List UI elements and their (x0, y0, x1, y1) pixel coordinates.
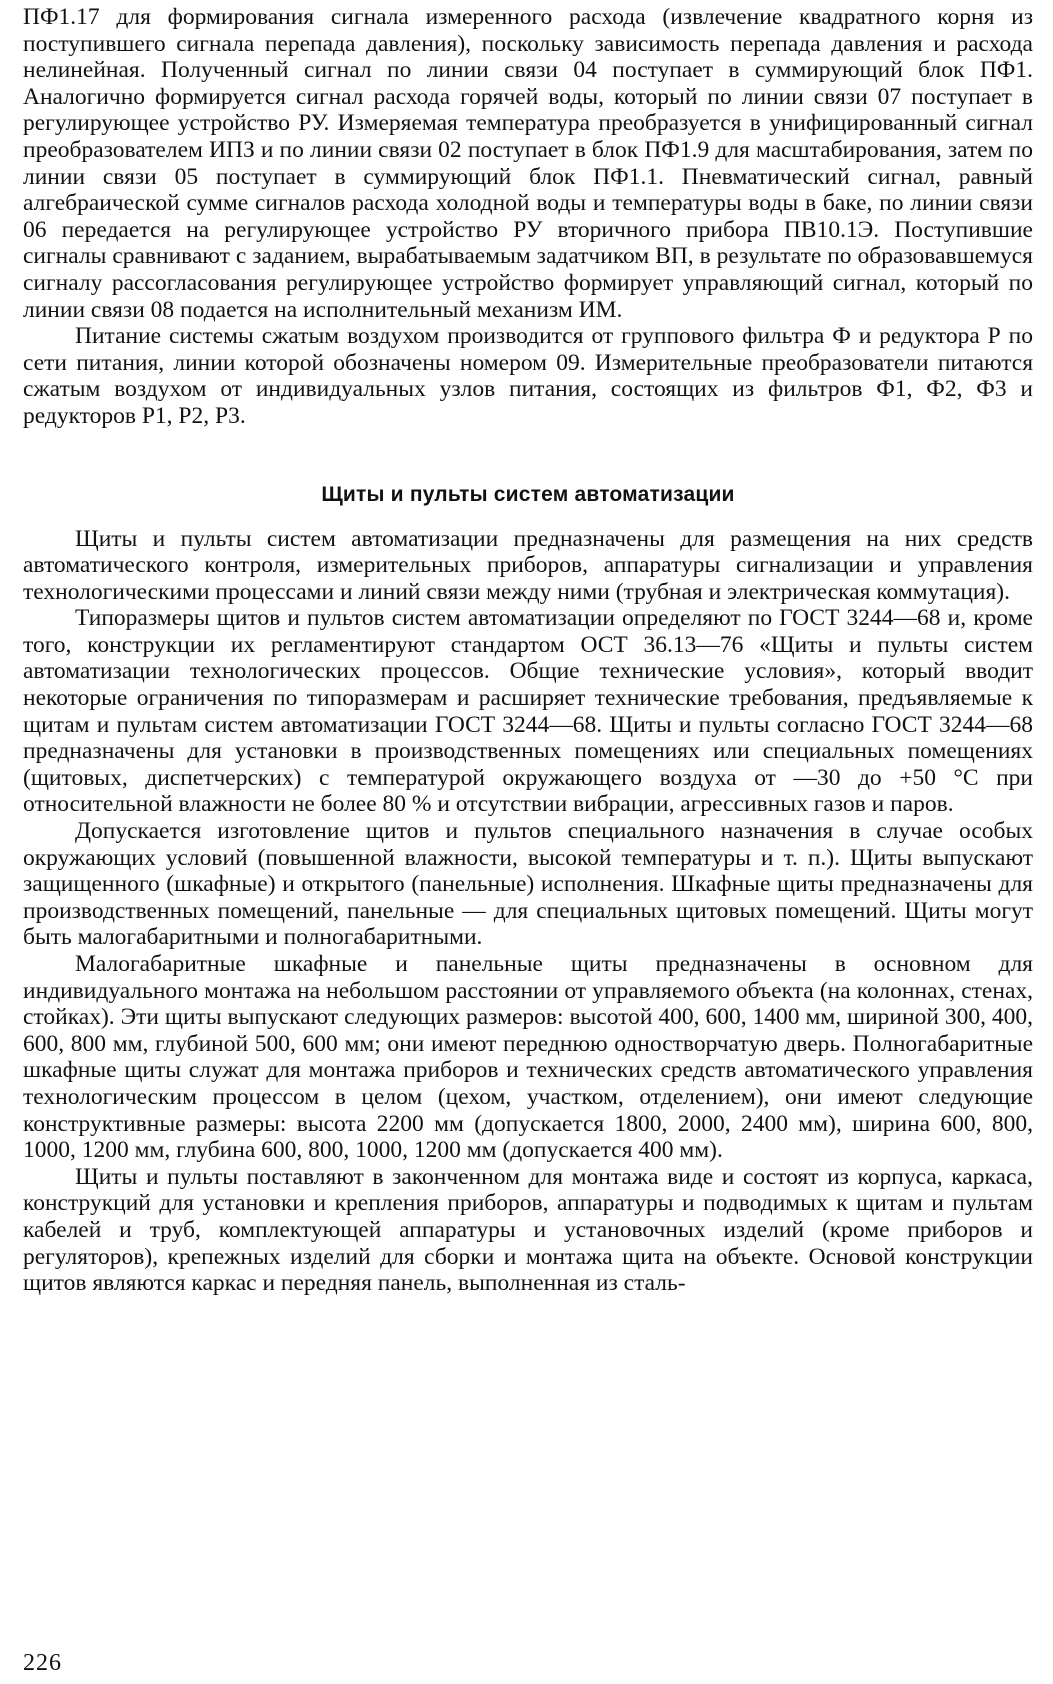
body-paragraph: Щиты и пульты поставляют в законченном для монтажа виде и состоят из корпуса, каркаса, конструкций для установки и крепления приборов, аппаратуры и подводимых к щитам и пультам кабелей и труб, комплектующей аппаратуры и установочных изделий (кроме приборов и регуляторов), крепежных изделий для сборки и монтажа щита на объекте. Основой конструкции щитов являются каркас и передняя панель, выполненная из сталь- (23, 1163, 1033, 1297)
body-paragraph: Питание системы сжатым воздухом производится от группового фильтра Ф и редуктора Р по сети питания, линии которой обозначены номером 09. Измерительные преобразователи питаются сжатым воздухом от индивидуальных узлов питания, состоящих из фильтров Ф1, Ф2, Ф3 и редукторов Р1, Р2, Р3. (23, 323, 1033, 429)
body-paragraph: Малогабаритные шкафные и панельные щиты предназначены в основном для индивидуального монтажа на небольшом расстоянии от управляемого объекта (на колоннах, стенах, стойках). Эти щиты выпускают следующих размеров: высотой 400, 600, 1400 мм, шириной 300, 400, 600, 800 мм, глубиной 500, 600 мм; они имеют переднюю одностворчатую дверь. Полногабаритные шкафные щиты служат для монтажа приборов и технических средств автоматического управления технологическим процессом в целом (цехом, участком, отделением), они имеют следующие конструктивные размеры: высота 2200 мм (допускается 1800, 2000, 2400 мм), ширина 600, 800, 1000, 1200 мм, глубина 600, 800, 1000, 1200 мм (допускается 400 мм). (23, 951, 1033, 1164)
section-heading: Щиты и пульты систем автоматизации (321, 482, 735, 506)
body-paragraph: Щиты и пульты систем автоматизации предназначены для размещения на них средств автоматического контроля, измерительных приборов, аппаратуры сигнализации и управления технологическими процессами и линий связи между ними (трубная и электрическая коммутация). (23, 525, 1033, 605)
body-paragraph: Допускается изготовление щитов и пультов специального назначения в случае особых окружающих условий (повышенной влажности, высокой температуры и т. п.). Щиты выпускают защищенного (шкафные) и открытого (панельные) исполнения. Шкафные щиты предназначены для производственных помещений, панельные — для специальных щитовых помещений. Щиты могут быть малогабаритными и полногабаритными. (23, 818, 1033, 951)
book-page (23, 4, 1033, 1680)
body-paragraph: Типоразмеры щитов и пультов систем автоматизации определяют по ГОСТ 3244—68 и, кроме того, конструкции их регламентируют стандартом ОСТ 36.13—76 «Щиты и пульты систем автоматизации технологических процессов. Общие технические условия», который вводит некоторые ограничения по типоразмерам и расширяет технические требования, предъявляемые к щитам и пультам систем автоматизации ГОСТ 3244—68. Щиты и пульты согласно ГОСТ 3244—68 предназначены для установки в производственных помещениях или специальных помещениях (щитовых, диспетчерских) с температурой окружающего воздуха от —30 до +50 °С при относительной влажности не более 80 % и отсутствии вибрации, агрессивных газов и паров. (23, 605, 1033, 818)
body-paragraph: ПФ1.17 для формирования сигнала измеренного расхода (извлечение квадратного корня из поступившего сигнала перепада давления), поскольку зависимость перепада давления и расхода нелинейная. Полученный сигнал по линии связи 04 поступает в суммирующий блок ПФ1. Аналогично формируется сигнал расхода горячей воды, который по линии связи 07 поступает в регулирующее устройство РУ. Измеряемая температура преобразуется в унифицированный сигнал преобразователем ИПЗ и по линии связи 02 поступает в блок ПФ1.9 для масштабирования, затем по линии связи 05 поступает в суммирующий блок ПФ1.1. Пневматический сигнал, равный алгебраической сумме сигналов расхода холодной воды и температуры воды в баке, по линии связи 06 передается на регулирующее устройство РУ вторичного прибора ПВ10.1Э. Поступившие сигналы сравнивают с заданием, вырабатываемым задатчиком ВП, в результате по образовавшемуся сигналу рассогласования регулирующее устройство формирует управляющий сигнал, который по линии связи 08 подается на исполнительный механизм ИМ. (23, 4, 1033, 323)
page-number: 226 (23, 1650, 62, 1676)
